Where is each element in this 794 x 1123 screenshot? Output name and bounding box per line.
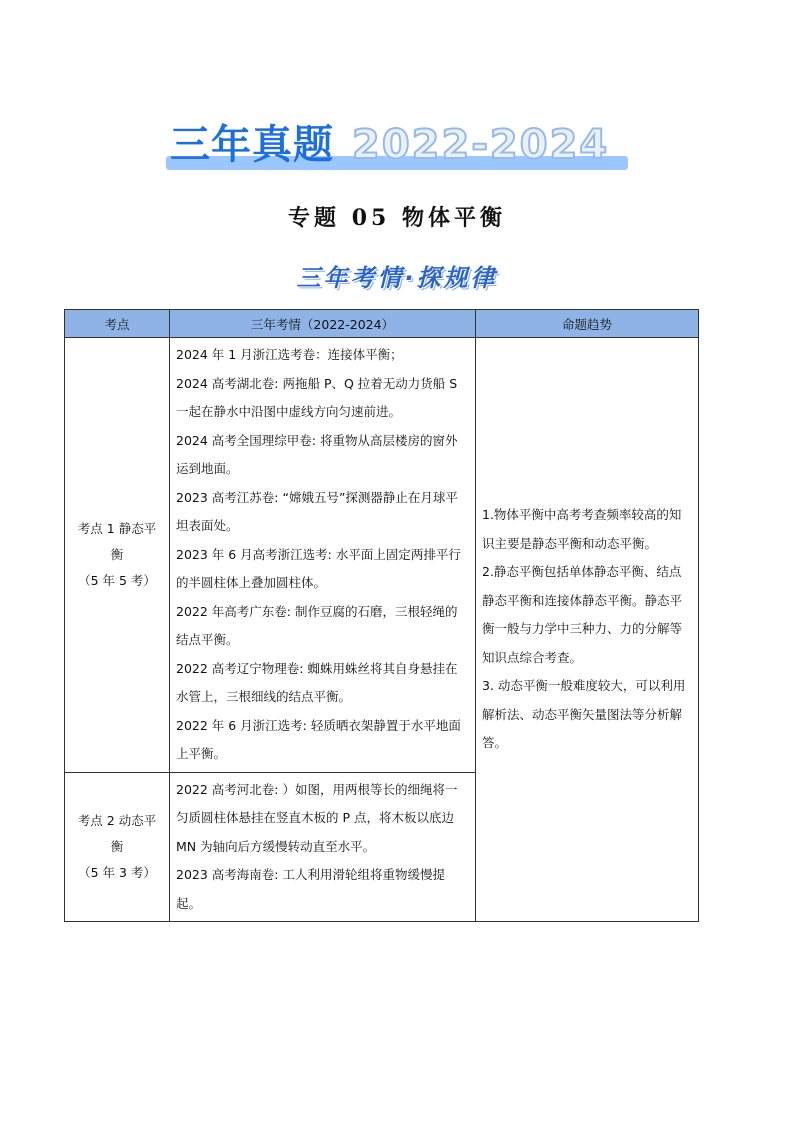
banner-main-text: 三年真题 bbox=[170, 122, 334, 168]
header-exam-point: 考点 bbox=[65, 310, 170, 338]
exam-point-count: （5 年 3 考） bbox=[78, 864, 156, 880]
exam-point-line: 衡 bbox=[110, 546, 124, 562]
section-banner: 三年考情·探规律 bbox=[296, 264, 498, 292]
exam-point-cell bbox=[65, 772, 170, 922]
title-banner bbox=[160, 118, 636, 178]
trend-item: 3. 动态平衡一般难度较大，可以利用解析法、动态平衡矢量图法等分析解答。 bbox=[482, 678, 686, 751]
exam-analysis-table bbox=[64, 309, 699, 922]
exam-item: 2023 年 6 月高考浙江选考: 水平面上固定两排平行的半圆柱体上叠加圆柱体。 bbox=[176, 546, 461, 590]
exam-item: 2022 年高考广东卷: 制作豆腐的石磨，三根轻绳的结点平衡。 bbox=[176, 603, 458, 647]
exam-point-line: 考点 1 静态平 bbox=[77, 520, 157, 536]
table-row bbox=[65, 338, 699, 773]
exam-point-line: 衡 bbox=[110, 838, 124, 854]
exam-item: 2023 高考江苏卷: “嫦娥五号”探测器静止在月球平坦表面处。 bbox=[176, 489, 458, 533]
exam-item: 2024 年 1 月浙江选考卷：连接体平衡； bbox=[176, 347, 403, 362]
table-header-row bbox=[65, 310, 699, 338]
exam-item: 2023 高考海南卷: 工人利用滑轮组将重物缓慢提起。 bbox=[176, 867, 445, 911]
header-three-year-situation: 三年考情（2022-2024） bbox=[170, 310, 476, 338]
exam-point-line: 考点 2 动态平 bbox=[77, 812, 157, 828]
document-title: 专题 05 物体平衡 bbox=[288, 205, 506, 231]
trend-item: 2.静态平衡包括单体静态平衡、结点静态平衡和连接体静态平衡。静态平衡一般与力学中三种力、力的分解等知识点综合考查。 bbox=[482, 564, 683, 665]
exam-point-count: （5 年 5 考） bbox=[78, 572, 156, 588]
exam-item: 2024 高考湖北卷: 两拖船 P、Q 拉着无动力货船 S 一起在静水中沿图中虚线方向匀速前进。 bbox=[176, 375, 458, 419]
banner-years-text: 2022-2024 bbox=[352, 122, 610, 168]
trend-item: 1.物体平衡中高考考查频率较高的知识主要是静态平衡和动态平衡。 bbox=[482, 507, 682, 551]
exam-item: 2022 高考河北卷: ）如图，用两根等长的细绳将一匀质圆柱体悬挂在竖直木板的 P 点，将木板以底边 MN 为轴向后方缓慢转动直至水平。 bbox=[176, 781, 458, 854]
exam-situation-cell bbox=[170, 338, 476, 773]
exam-item: 2022 高考辽宁物理卷: 蜘蛛用蛛丝将其自身悬挂在水管上，三根细线的结点平衡。 bbox=[176, 660, 458, 704]
exam-point-cell bbox=[65, 338, 170, 773]
exam-item: 2024 高考全国理综甲卷: 将重物从高层楼房的窗外运到地面。 bbox=[176, 432, 458, 476]
trend-cell bbox=[476, 338, 699, 922]
header-trend: 命题趋势 bbox=[476, 310, 699, 338]
exam-item: 2022 年 6 月浙江选考: 轻质晒衣架静置于水平地面上平衡。 bbox=[176, 717, 461, 761]
exam-situation-cell bbox=[170, 772, 476, 922]
